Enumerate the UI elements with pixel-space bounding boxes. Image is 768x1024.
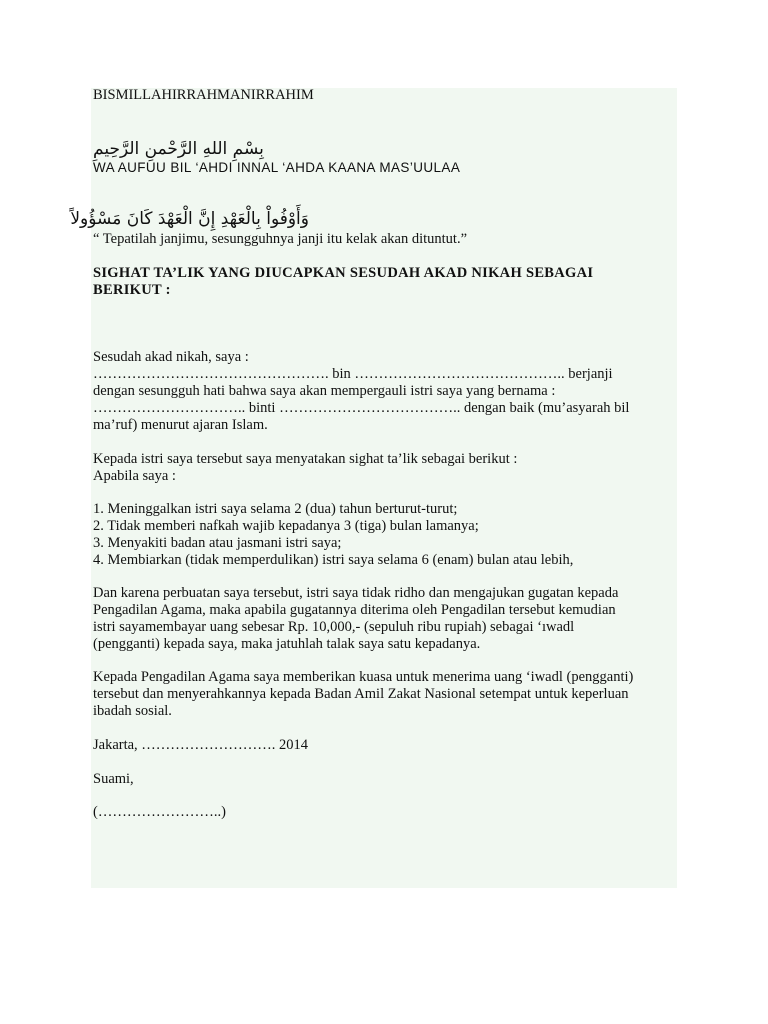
- declaration-line-1: Kepada istri saya tersebut saya menyatakan sighat ta’lik sebagai berikut :: [93, 451, 518, 467]
- intro-line-1: Sesudah akad nikah, saya :: [93, 349, 249, 365]
- intro-line-5: ma’ruf) menurut ajaran Islam.: [93, 417, 268, 433]
- heading-line-2: BERIKUT :: [93, 282, 171, 298]
- consequence-line: istri sayamembayar uang sebesar Rp. 10,000,- (sepuluh ribu rupiah) sebagai ‘ıwadl: [93, 619, 575, 635]
- condition-item: 3. Menyakiti badan atau jasmani istri saya;: [93, 535, 342, 551]
- consequence-line: Dan karena perbuatan saya tersebut, istri saya tidak ridho dan mengajukan gugatan kepada: [93, 585, 619, 601]
- intro-line-3: dengan sesungguh hati bahwa saya akan mempergauli istri saya yang bernama :: [93, 383, 556, 399]
- authorization-line: tersebut dan menyerahkannya kepada Badan Amil Zakat Nasional setempat untuk keperluan: [93, 686, 629, 702]
- authorization-line: ibadah sosial.: [93, 703, 172, 719]
- intro-line-4: ………………………….. binti ……………………………….. dengan baik (mu’asyarah bil: [93, 400, 630, 416]
- consequence-paragraph: [93, 585, 618, 653]
- verse-latin: WA AUFUU BIL ‘AHDI INNAL ‘AHDA KAANA MAS’UULAA: [93, 160, 461, 175]
- condition-item: 1. Meninggalkan istri saya selama 2 (dua) tahun berturut-turut;: [93, 501, 458, 517]
- verse-arabic: وَأَوْفُواْ بِالْعَهْدِ إِنَّ الْعَهْدَ كَانَ مَسْؤُولاً: [70, 209, 309, 229]
- authorization-paragraph: [93, 669, 633, 720]
- consequence-line: Pengadilan Agama, maka apabila gugatannya diterima oleh Pengadilan tersebut kemudian: [93, 602, 616, 618]
- consequence-line: (pengganti) kepada saya, maka jatuhlah talak saya satu kepadanya.: [93, 636, 481, 652]
- signer-label: Suami,: [93, 771, 134, 787]
- intro-line-2: …………………………………………. bin …………………………………….. berjanji: [93, 366, 613, 382]
- heading-line-1: SIGHAT TA’LIK YANG DIUCAPKAN SESUDAH AKAD NIKAH SEBAGAI: [93, 265, 594, 281]
- signature-line: (……………………..): [93, 804, 226, 820]
- declaration-line-2: Apabila saya :: [93, 468, 176, 484]
- bismillah-latin: BISMILLAHIRRAHMANIRRAHIM: [93, 87, 314, 103]
- condition-item: 4. Membiarkan (tidak memperdulikan) istri saya selama 6 (enam) bulan atau lebih,: [93, 552, 574, 568]
- authorization-line: Kepada Pengadilan Agama saya memberikan kuasa untuk menerima uang ‘iwadl (pengganti): [93, 669, 634, 685]
- verse-translation: “ Tepatilah janjimu, sesungguhnya janji itu kelak akan dituntut.”: [93, 231, 468, 247]
- conditions-list: [93, 501, 573, 569]
- place-date: Jakarta, ………………………. 2014: [93, 737, 309, 753]
- bismillah-arabic: بِسْمِ اللهِ الرَّحْمنِ الرَّحِيمِ: [93, 139, 264, 159]
- condition-item: 2. Tidak memberi nafkah wajib kepadanya 3 (tiga) bulan lamanya;: [93, 518, 479, 534]
